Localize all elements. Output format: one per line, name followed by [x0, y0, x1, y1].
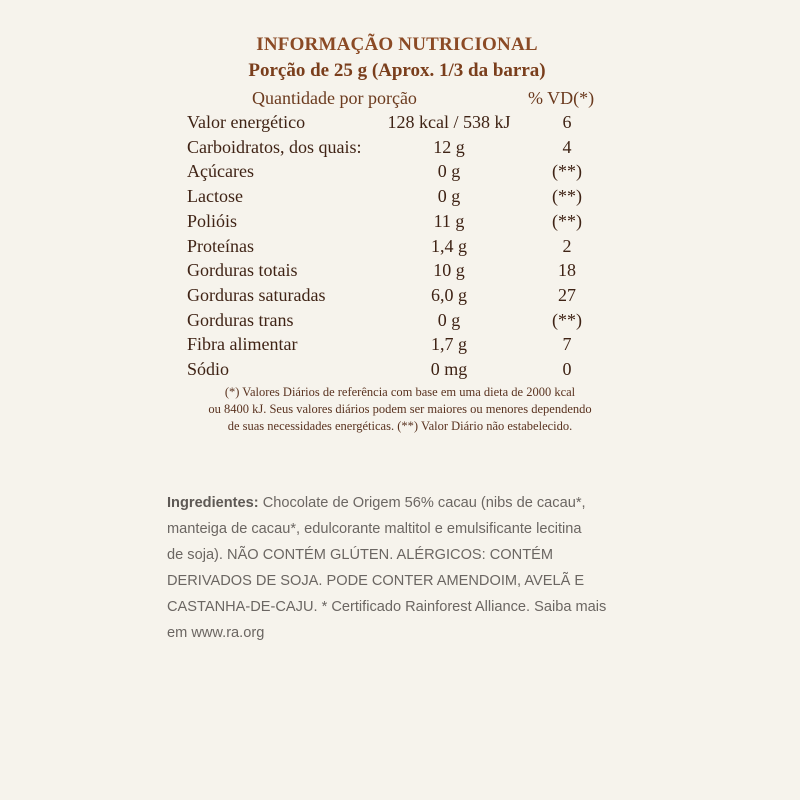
nutrient-daily-value: 0: [562, 359, 572, 379]
nutrition-row: [0, 310, 800, 335]
ingredients-label: Ingredientes:: [167, 495, 259, 511]
nutrient-daily-value: (**): [552, 186, 582, 207]
nutrient-name: Açúcares: [187, 161, 254, 182]
nutrient-daily-value: 6: [562, 112, 572, 132]
header-quantity: Quantidade por porção: [252, 88, 417, 108]
nutrient-name: Gorduras saturadas: [187, 284, 326, 305]
nutrient-quantity: 0 g: [437, 309, 461, 330]
ingredients-line: de soja). NÃO CONTÉM GLÚTEN. ALÉRGICOS: CONTÉM: [167, 547, 553, 563]
nutrition-row: [0, 236, 800, 261]
nutrient-quantity: 0 mg: [430, 359, 468, 379]
nutrient-quantity: 6,0 g: [431, 284, 467, 305]
header-daily-value: % VD(*): [528, 88, 595, 108]
nutrient-quantity: 11 g: [433, 210, 465, 231]
ingredients-line: DERIVADOS DE SOJA. PODE CONTER AMENDOIM, AVELÃ E: [167, 573, 585, 589]
ingredients-line: CASTANHA-DE-CAJU. * Certificado Rainforest Alliance. Saiba mais: [167, 599, 607, 615]
serving-size: Porção de 25 g (Aprox. 1/3 da barra): [248, 60, 546, 81]
nutrition-row: [0, 359, 800, 384]
ingredients-line: [167, 490, 642, 516]
nutrient-quantity: 12 g: [433, 136, 465, 157]
nutrition-row: [0, 137, 800, 162]
nutrition-row: [0, 334, 800, 359]
nutrition-title: INFORMAÇÃO NUTRICIONAL: [256, 34, 538, 55]
nutrient-daily-value: 27: [558, 284, 576, 305]
nutrient-daily-value: (**): [552, 161, 582, 182]
nutrient-name: Valor energético: [187, 112, 306, 132]
ingredients-line: em www.ra.org: [167, 625, 265, 641]
nutrient-name: Proteínas: [187, 235, 254, 256]
ingredients-text: [167, 490, 642, 646]
nutrient-daily-value: 7: [562, 334, 572, 355]
nutrition-row: [0, 211, 800, 236]
nutrient-quantity: 0 g: [437, 161, 461, 182]
nutrient-daily-value: 4: [562, 136, 572, 157]
nutrient-quantity: 1,7 g: [431, 334, 467, 355]
nutrient-name: Fibra alimentar: [187, 334, 298, 355]
nutrient-quantity: 10 g: [433, 260, 465, 281]
nutrient-name: Gorduras totais: [187, 260, 298, 281]
nutrient-daily-value: (**): [552, 309, 582, 330]
nutrient-daily-value: 18: [558, 260, 576, 281]
footnote: [0, 384, 800, 435]
footnote-line: de suas necessidades energéticas. (**) Valor Diário não estabelecido.: [227, 419, 573, 433]
ingredients-text-line: Chocolate de Origem 56% cacau (nibs de cacau*,: [258, 495, 586, 511]
nutrient-name: Lactose: [187, 186, 243, 207]
ingredients-line: manteiga de cacau*, edulcorante maltitol e emulsificante lecitina: [167, 521, 582, 537]
nutrition-row: [0, 285, 800, 310]
nutrient-name: Polióis: [187, 210, 238, 231]
nutrition-row: [0, 260, 800, 285]
nutrition-row: [0, 112, 800, 137]
footnote-line: ou 8400 kJ. Seus valores diários podem ser maiores ou menores dependendo: [208, 402, 592, 416]
nutrient-quantity: 1,4 g: [431, 235, 467, 256]
nutrient-name: Carboidratos, dos quais:: [187, 136, 362, 157]
nutrient-daily-value: 2: [562, 235, 572, 256]
nutrient-quantity: 0 g: [437, 186, 461, 207]
nutrition-row: [0, 161, 800, 186]
nutrient-name: Sódio: [187, 359, 230, 379]
nutrient-quantity: 128 kcal / 538 kJ: [387, 112, 511, 132]
footnote-line: (*) Valores Diários de referência com base em uma dieta de 2000 kcal: [224, 385, 576, 399]
nutrient-name: Gorduras trans: [187, 309, 294, 330]
nutrient-daily-value: (**): [552, 210, 582, 231]
nutrition-row: [0, 186, 800, 211]
